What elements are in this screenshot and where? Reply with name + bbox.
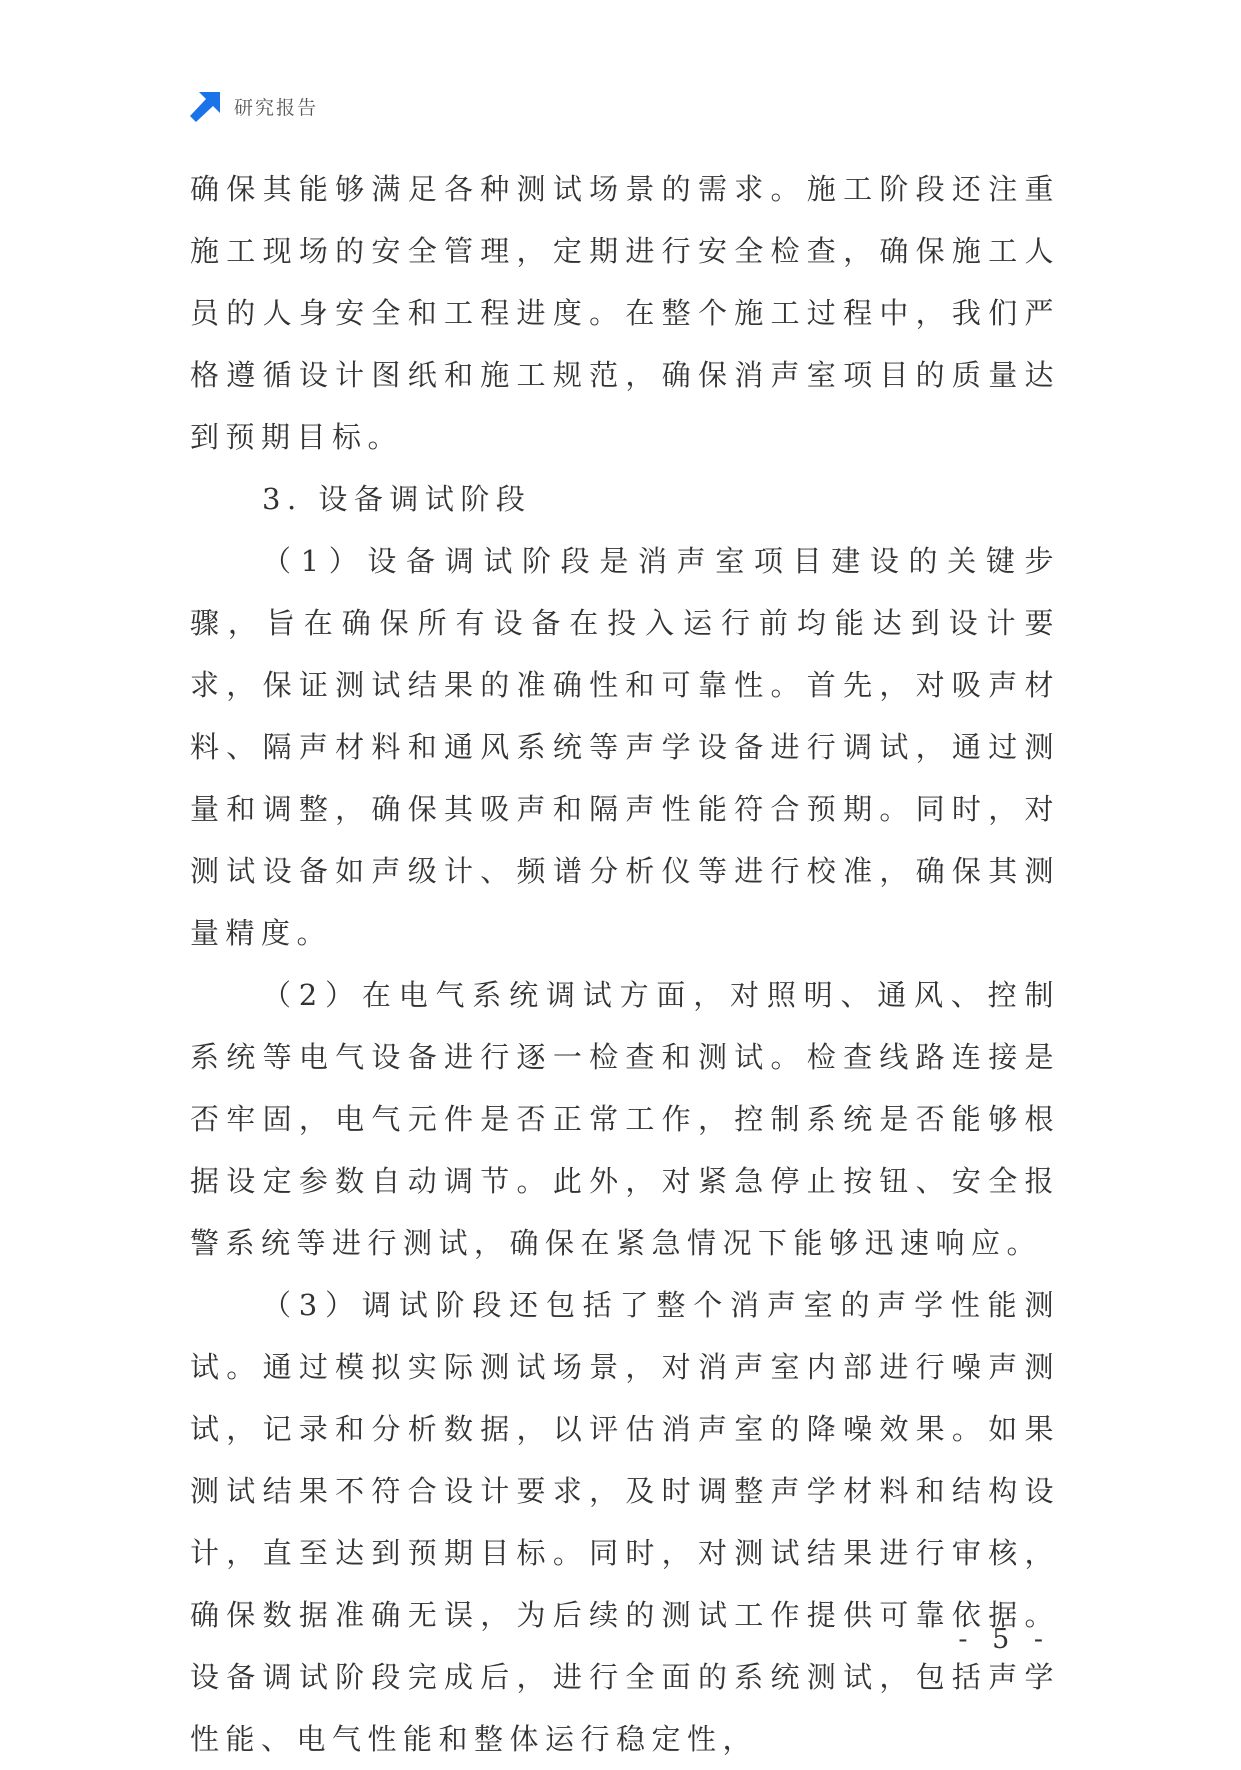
header-title: 研究报告 (234, 96, 319, 119)
page-header (190, 88, 318, 124)
document-body (190, 158, 1060, 1770)
section-heading: 3. 设备调试阶段 (262, 482, 532, 516)
page-number: - 5 - (958, 1624, 1051, 1655)
paragraph-continued: 确保其能够满足各种测试场景的需求。施工阶段还注重施工现场的安全管理，定期进行安全检查，确保施工人员的人身安全和工程进度。在整个施工过程中，我们严格遵循设计图纸和施工规范，确保消声室项目的质量达到预期目标。 (190, 172, 1060, 454)
paragraph-1: （1）设备调试阶段是消声室项目建设的关键步骤，旨在确保所有设备在投入运行前均能达到设计要求，保证测试结果的准确性和可靠性。首先，对吸声材料、隔声材料和通风系统等声学设备进行调试，通过测量和调整，确保其吸声和隔声性能符合预期。同时，对测试设备如声级计、频谱分析仪等进行校准，确保其测量精度。 (190, 544, 1060, 950)
paragraph-3: （3）调试阶段还包括了整个消声室的声学性能测试。通过模拟实际测试场景，对消声室内部进行噪声测试，记录和分析数据，以评估消声室的降噪效果。如果测试结果不符合设计要求，及时调整声学材料和结构设计，直至达到预期目标。同时，对测试结果进行审核，确保数据准确无误，为后续的测试工作提供可靠依据。设备调试阶段完成后，进行全面的系统测试，包括声学性能、电气性能和整体运行稳定性， (190, 1288, 1060, 1756)
paragraph-2: （2）在电气系统调试方面，对照明、通风、控制系统等电气设备进行逐一检查和测试。检查线路连接是否牢固，电气元件是否正常工作，控制系统是否能够根据设定参数自动调节。此外，对紧急停止按钮、安全报警系统等进行测试，确保在紧急情况下能够迅速响应。 (190, 978, 1060, 1260)
arrow-up-right-icon (190, 90, 222, 122)
